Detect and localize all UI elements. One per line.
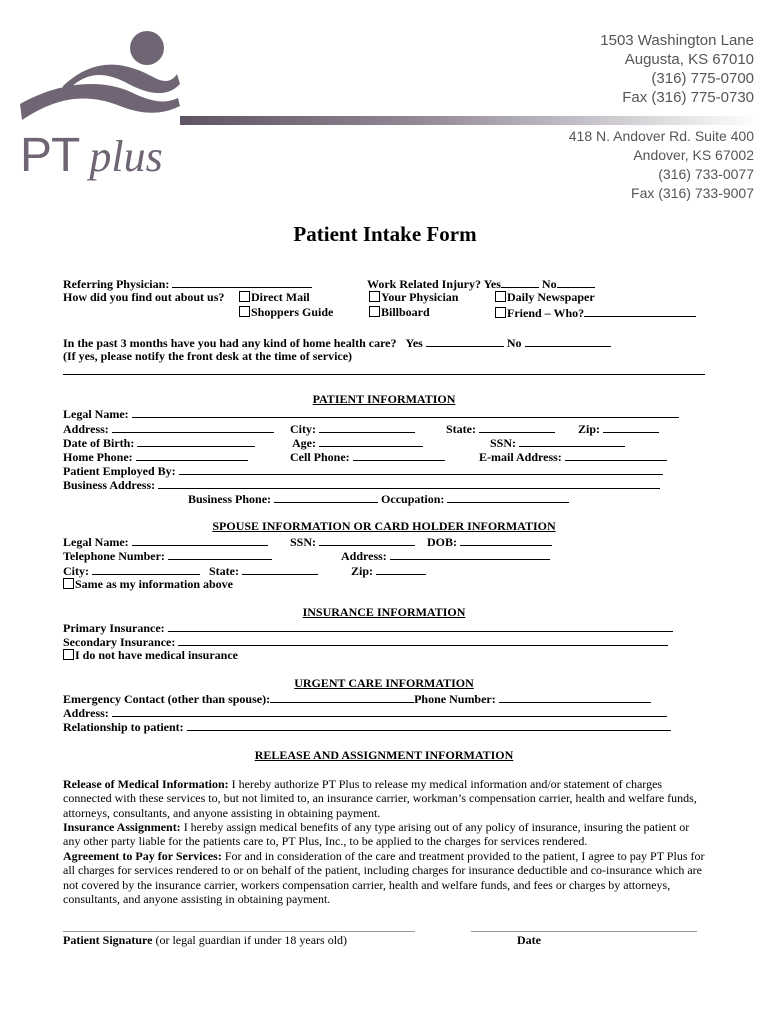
signature-label: Patient Signature (63, 933, 153, 947)
signature-note: (or legal guardian if under 18 years old) (155, 933, 348, 947)
logo-graphic (15, 20, 215, 130)
patient-info-heading: PATIENT INFORMATION (312, 392, 456, 406)
company-logo (15, 20, 215, 190)
spouse-dob-field[interactable] (460, 534, 552, 546)
spouse-telephone-field[interactable] (168, 548, 272, 560)
patient-state-field[interactable] (479, 421, 555, 433)
patient-age-field[interactable] (319, 435, 423, 447)
business-address-field[interactable] (158, 477, 660, 489)
same-as-above-checkbox[interactable] (63, 578, 74, 589)
referring-physician-field[interactable] (172, 276, 312, 288)
business-phone-field[interactable] (274, 491, 378, 503)
patient-home-phone-field[interactable] (136, 449, 248, 461)
signature-line[interactable] (63, 931, 415, 932)
primary-insurance-field[interactable] (168, 620, 673, 632)
insurance-info-heading: INSURANCE INFORMATION (302, 605, 466, 619)
patient-city-field[interactable] (319, 421, 415, 433)
header-divider (180, 116, 760, 125)
friend-who-field[interactable] (584, 305, 696, 317)
work-related-label: Work Related Injury? (367, 277, 481, 291)
patient-cell-phone-field[interactable] (353, 449, 445, 461)
spouse-city-field[interactable] (92, 563, 200, 575)
patient-dob-field[interactable] (137, 435, 255, 447)
direct-mail-checkbox[interactable] (239, 291, 250, 302)
occupation-field[interactable] (447, 491, 569, 503)
no-insurance-checkbox[interactable] (63, 649, 74, 660)
emergency-address-field[interactable] (112, 705, 667, 717)
patient-employer-field[interactable] (179, 463, 663, 475)
patient-legal-name-field[interactable] (132, 406, 679, 418)
daily-newspaper-checkbox[interactable] (495, 291, 506, 302)
address-augusta: 1503 Washington Lane Augusta, KS 67010 (316) 775-0700 Fax (316) 775-0730 (600, 32, 754, 106)
emergency-phone-field[interactable] (499, 691, 651, 703)
address-andover: 418 N. Andover Rd. Suite 400 Andover, KS 67002 (316) 733-0077 Fax (316) 733-9007 (568, 128, 754, 201)
spouse-ssn-field[interactable] (319, 534, 415, 546)
spouse-legal-name-field[interactable] (132, 534, 268, 546)
friend-checkbox[interactable] (495, 307, 506, 318)
date-label: Date (517, 933, 541, 947)
home-health-yes-field[interactable] (426, 335, 504, 347)
emergency-contact-field[interactable] (270, 691, 414, 703)
date-line[interactable] (471, 931, 697, 932)
section-divider (63, 374, 705, 375)
spouse-state-field[interactable] (242, 563, 318, 575)
referring-physician-label: Referring Physician: (63, 277, 170, 291)
billboard-checkbox[interactable] (369, 306, 380, 317)
relationship-field[interactable] (187, 719, 671, 731)
release-heading: RELEASE AND ASSIGNMENT INFORMATION (254, 748, 514, 762)
home-health-no-field[interactable] (525, 335, 611, 347)
your-physician-checkbox[interactable] (369, 291, 380, 302)
form-title: Patient Intake Form (293, 222, 477, 246)
work-related-yes-field[interactable] (501, 276, 539, 288)
secondary-insurance-field[interactable] (178, 634, 668, 646)
shoppers-guide-checkbox[interactable] (239, 306, 250, 317)
patient-zip-field[interactable] (603, 421, 659, 433)
logo-text: PT plus (20, 129, 163, 182)
urgent-care-heading: URGENT CARE INFORMATION (294, 676, 474, 690)
spouse-address-field[interactable] (390, 548, 550, 560)
release-paragraph: Release of Medical Information: I hereby authorize PT Plus to release my medical information and/or statement of charges connected with these services to, but not limited to, an insurance carrier, workman’s compensation carrier, health and welfare funds, attorneys, consultants, and anyone assisting in obtaining payment. (63, 777, 697, 820)
spouse-zip-field[interactable] (376, 563, 426, 575)
work-related-no-field[interactable] (557, 276, 595, 288)
patient-email-field[interactable] (565, 449, 667, 461)
find-out-label: How did you find out about us? (63, 290, 225, 304)
spouse-info-heading: SPOUSE INFORMATION OR CARD HOLDER INFORMATION (212, 519, 556, 533)
patient-address-field[interactable] (112, 421, 274, 433)
assignment-paragraph: Insurance Assignment: I hereby assign medical benefits of any type arising out of any policy of insurance, insuring the patient or any other party liable for the patients care to, PT Plus, Inc., to be applied to the charges for services rendered. (63, 820, 690, 849)
patient-ssn-field[interactable] (519, 435, 625, 447)
agreement-paragraph: Agreement to Pay for Services: For and in consideration of the care and treatment provided to the patient, I agree to pay PT Plus for all charges for services rendered to or on behalf of the patient, including charges for insurance deductible and co-insurance which are not covered by the insurance carrier, workers compensation carrier, health and welfare funds, and fees or charges by attorneys, consultants, and anyone assisting in obtaining payment. (63, 849, 705, 906)
home-health-note: (If yes, please notify the front desk at the time of service) (63, 349, 353, 363)
home-health-question: In the past 3 months have you had any kind of home health care? (63, 336, 397, 350)
